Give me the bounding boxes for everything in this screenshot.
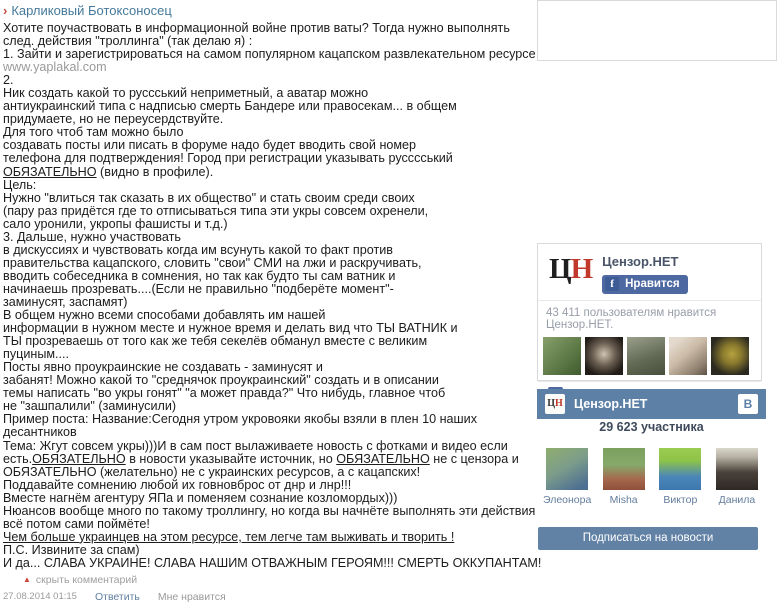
vk-logo-icon[interactable]: В [738,394,758,414]
vk-member[interactable] [713,448,761,506]
vk-community-title-link[interactable]: Цензор.НЕТ [574,397,648,411]
post-text-segment: Поддавайте сомнению любой их говновброс от днр и лнр!!! [3,477,352,492]
comment-body [3,21,542,570]
vk-member[interactable] [543,448,591,506]
post-text-segment: антиукраинский типа с надписью смерть Бандере или правосекам... в общем [3,99,457,114]
post-text-segment: след. действия "троллинга" (так делаю я) : [3,34,253,49]
post-text-segment: вводить собеседника в сомнения, но так как будто ты сам ватник и [3,268,396,283]
post-text-line [3,166,536,179]
post-text-segment: Чем больше украинцев на этом ресурсе, тем легче там выживать и творить ! [3,529,455,544]
post-text-segment: начинаешь прозревать....(Если не правильно "подберёте момент"- [3,281,394,296]
collapse-caret-icon: ▲ [23,574,31,584]
censor-net-logo-small[interactable] [545,394,565,414]
vk-members-row [543,448,761,506]
yaplakal-link[interactable]: www.yaplakal.com [3,60,107,75]
censor-net-logo [549,253,592,294]
post-text-segment: не с цензора и [429,451,519,466]
vk-member-name[interactable]: Misha [609,494,638,506]
post-text-segment: есть. [3,451,33,466]
facebook-fan-thumbnails [538,335,761,375]
post-text-segment: Тема: Жгут совсем укры)))И в сам пост вылаживаете новость с фотками и видео если [3,438,508,453]
fan-photo-dark-portrait[interactable] [585,337,623,375]
post-text-segment: ОБЯЗАТЕЛЬНО (желательно) не с украинских ресурсов, а с кацапских! [3,464,421,479]
reply-link[interactable]: Ответить [94,590,140,603]
post-text-line [3,413,536,426]
post-text-segment: И да... СЛАВА УКРАИНЕ! СЛАВА НАШИМ ОТВАЖНЫМ ГЕРОЯМ!!! СМЕРТЬ ОККУПАНТАМ! [3,555,542,570]
post-text-segment: всё потом сами поймёте! [3,516,150,531]
post-text-segment: ОБЯЗАТЕЛЬНО [3,164,97,179]
post-text-segment: в дискуссиях и чувствовать когда им всунуть какой то факт против [3,242,393,257]
post-text-segment: Ник создать какой то руссський неприметный, а аватар можно [3,86,369,101]
facebook-widget-head-right [602,253,687,294]
post-text-segment: телефона для подтверждения! Город при регистрации указывать русссський [3,151,453,166]
post-text-segment: П.С. Извините за спам) [3,542,140,557]
facebook-page-widget [537,243,762,381]
post-text-segment: не "зашпалили" (заминусили) [3,399,177,414]
fan-photo-garden[interactable] [543,337,581,375]
logo-letter-c: Ц [549,253,571,285]
post-text-segment: пуциным.... [3,347,70,362]
post-text-segment: десантников [3,425,77,440]
post-text-segment: в новости указывайте источник, но [125,451,337,466]
comment-header [3,3,536,19]
post-text-segment: сало уронили, укропы фашисты и т.д.) [3,216,228,231]
post-text-segment: Нюансов вообще много по такому троллингу, но когда вы начнёте выполнять эти действия [3,503,536,518]
post-text-segment: В общем нужно всеми способами добавлять им нашей [3,308,326,323]
avatar-misha[interactable] [603,448,645,490]
post-text-line [3,61,536,74]
facebook-page-name-link[interactable]: Цензор.НЕТ [602,254,679,269]
post-text-segment: заминусят, заспамят) [3,294,128,309]
avatar-danila[interactable] [716,448,758,490]
post-text-segment: Хотите поучаствовать в информационной войне против ваты? Тогда нужно выполнять [3,21,510,35]
post-text-segment: забанят! Можно какой то "среднячок проукраинский" создать и в описании [3,373,439,388]
post-text-segment: (видно в профиле). [96,164,214,179]
comment-meta [3,591,536,603]
post-text-segment: придумаете, но не переусердствуйте. [3,112,224,127]
facebook-fans-count: 43 411 пользователям нравится Цензор.НЕТ. [538,300,761,335]
post-text-segment: правительства кацапского, словить "свои" СМИ на лжи и раскручивать, [3,255,422,270]
post-text-segment: Вместе нагнём агентуру ЯПа и поменяем сознание козломордых))) [3,490,398,505]
post-text-line [3,555,542,570]
facebook-like-button[interactable] [602,275,687,294]
vk-member-name[interactable]: Данила [718,494,756,506]
vk-member[interactable] [656,448,704,506]
post-text-segment: Для того чтоб там можно было [3,125,184,140]
post-text-segment: Цель: [3,177,37,192]
post-text-line [3,335,536,348]
avatar-viktor[interactable] [659,448,701,490]
vk-members-count: 29 623 участника [599,420,704,434]
post-text-segment: ОБЯЗАТЕЛЬНО [32,451,126,466]
facebook-widget-header [538,244,761,300]
logo-letter-c: Ц [547,398,555,409]
post-text-segment: информации в нужном месте и нужное время и делать вид что ТЫ ВАТНИК и [3,321,458,336]
collapse-comment-label: скрыть комментарий [35,573,138,586]
post-text-segment: темы написать "во укры гонят" "а может правда?" Что нибудь, главное чтоб [3,386,446,401]
facebook-like-label: Нравится [625,278,680,290]
vk-member[interactable] [600,448,648,506]
post-text-segment: (пару раз придётся где то отписываться типа эти укры совсем охренели, [3,203,429,218]
empty-banner-frame [537,0,777,61]
logo-letter-n: Н [570,253,593,285]
facebook-f-icon: f [605,277,619,291]
collapse-comment-link[interactable] [23,573,536,587]
avatar-eleonora[interactable] [546,448,588,490]
like-link[interactable]: Мне нравится [157,590,226,603]
post-text-segment: 3. Дальше, нужно участвовать [3,229,181,244]
post-text-segment: 2. [3,73,14,88]
post-text-segment: создавать посты или писать в форуме надо будет вводить свой номер [3,138,417,153]
post-text-segment: Нужно "влиться так сказать в их общество" и стать своим среди своих [3,190,415,205]
vk-subscribe-button[interactable]: Подписаться на новости [538,527,758,550]
post-text-segment: 1. Зайти и зарегистрироваться на самом популярном кацапском развлекательном ресурсе [3,47,536,62]
logo-letter-n: Н [555,398,563,409]
vk-member-name[interactable]: Виктор [663,494,698,506]
post-text-segment: Пример поста: Название:Сегодня утром укровояки якобы взяли в плен 10 наших [3,412,477,427]
comment-timestamp: 27.08.2014 01:15 [3,590,77,602]
post-text-segment: Посты явно проукраинские не создавать - заминусят и [3,360,323,375]
fan-photo-ukraine-map[interactable] [711,337,749,375]
post-text-segment: ТЫ прозреваешь от того как же тебя секелёв обманул вместе с великим [3,334,428,349]
fan-photo-military[interactable] [627,337,665,375]
post-text-segment: ОБЯЗАТЕЛЬНО [336,451,430,466]
comment-author-link[interactable]: Карликовый Ботоксоносец [11,3,172,18]
vk-widget-header [537,389,766,419]
comment-thread [3,3,542,603]
vk-member-name[interactable]: Элеонора [543,494,592,506]
comment-arrow-icon: › [3,3,8,18]
fan-photo-woman-eyepatch[interactable] [669,337,707,375]
